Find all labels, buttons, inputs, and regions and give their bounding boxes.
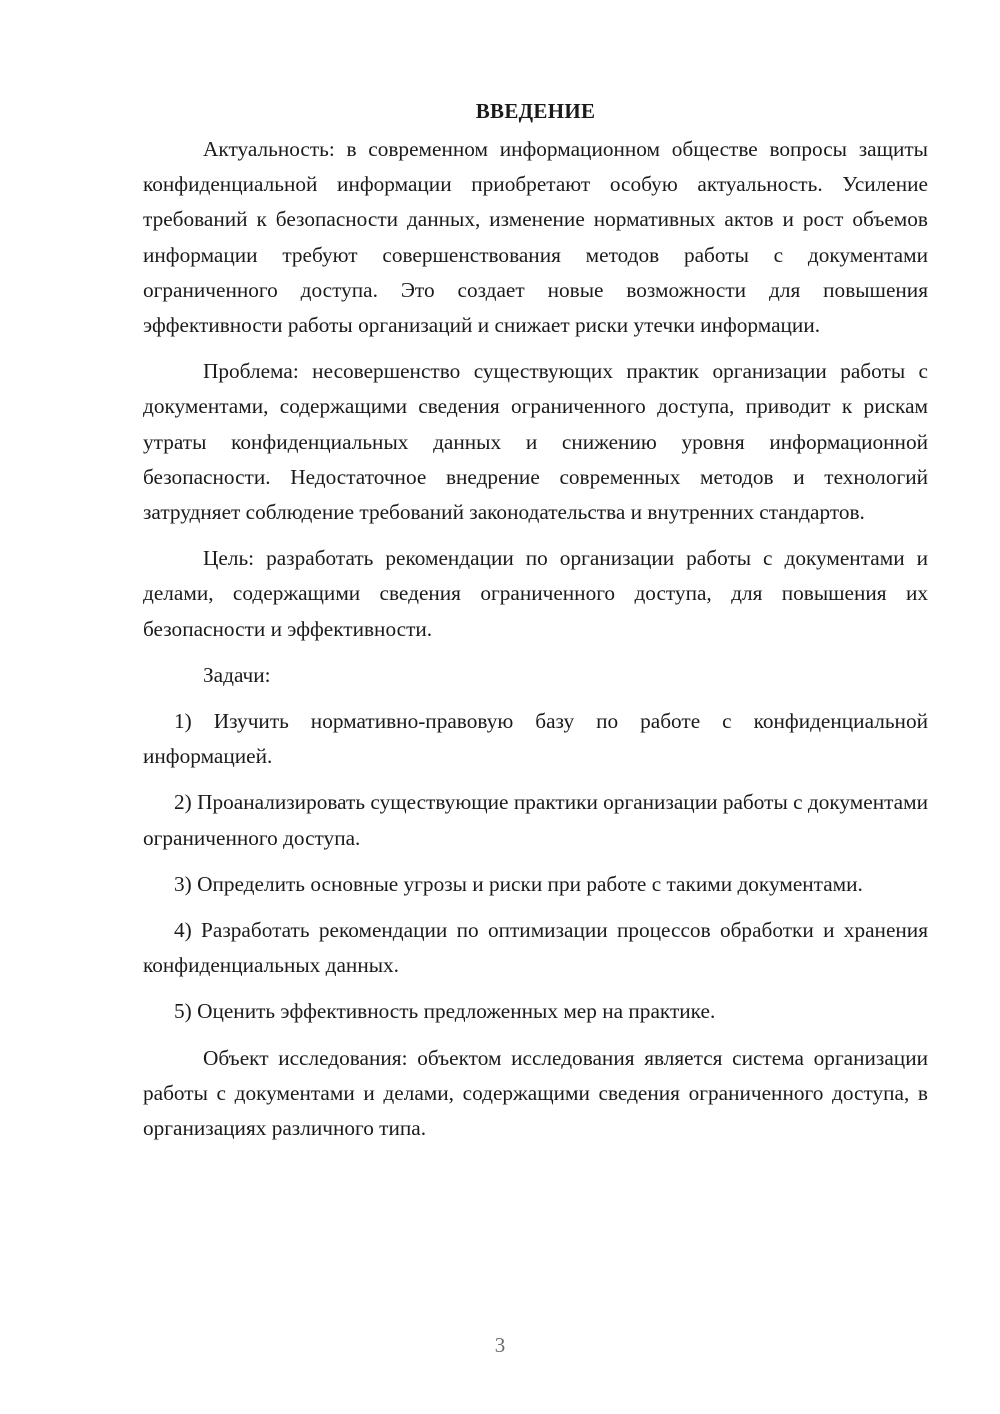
task-item-5: 5) Оценить эффективность предложенных мер на практике. <box>174 999 716 1024</box>
goal-paragraph: Цель: разработать рекомендации по организации работы с документами и делами, содержащими сведения ограниченного доступа, для повышения их безопасности и эффективности. <box>143 546 928 641</box>
section-heading: ВВЕДЕНИЕ <box>475 99 596 123</box>
task-item-1: 1) Изучить нормативно-правовую базу по работе с конфиденциальной информацией. <box>143 709 928 769</box>
research-object-paragraph: Объект исследования: объектом исследования является система организации работы с документами и делами, содержащими сведения ограниченного доступа, в организациях различного типа. <box>143 1045 928 1141</box>
page-content <box>143 96 928 1146</box>
task-item-2: 2) Проанализировать существующие практики организации работы с документами ограниченного доступа. <box>143 790 928 850</box>
task-item-3: 3) Определить основные угрозы и риски при работе с такими документами. <box>174 871 863 896</box>
relevance-paragraph: Актуальность: в современном информационном обществе вопросы защиты конфиденциальной информации приобретают особую актуальность. Усиление требований к безопасности данных, изменение нормативных актов и рост объемов информации требуют совершенствования методов работы с документами ограниченного доступа. Это создает новые возможности для повышения эффективности работы организаций и снижает риски утечки информации. <box>143 137 928 338</box>
page-number: 3 <box>494 1333 506 1357</box>
task-item-4: 4) Разработать рекомендации по оптимизации процессов обработки и хранения конфиденциальных данных. <box>143 918 928 978</box>
tasks-label: Задачи: <box>203 662 271 687</box>
problem-paragraph: Проблема: несовершенство существующих практик организации работы с документами, содержащими сведения ограниченного доступа, приводит к рискам утраты конфиденциальных данных и снижению уровня информационной безопасности. Недостаточное внедрение современных методов и технологий затрудняет соблюдение требований законодательства и внутренних стандартов. <box>143 359 928 525</box>
